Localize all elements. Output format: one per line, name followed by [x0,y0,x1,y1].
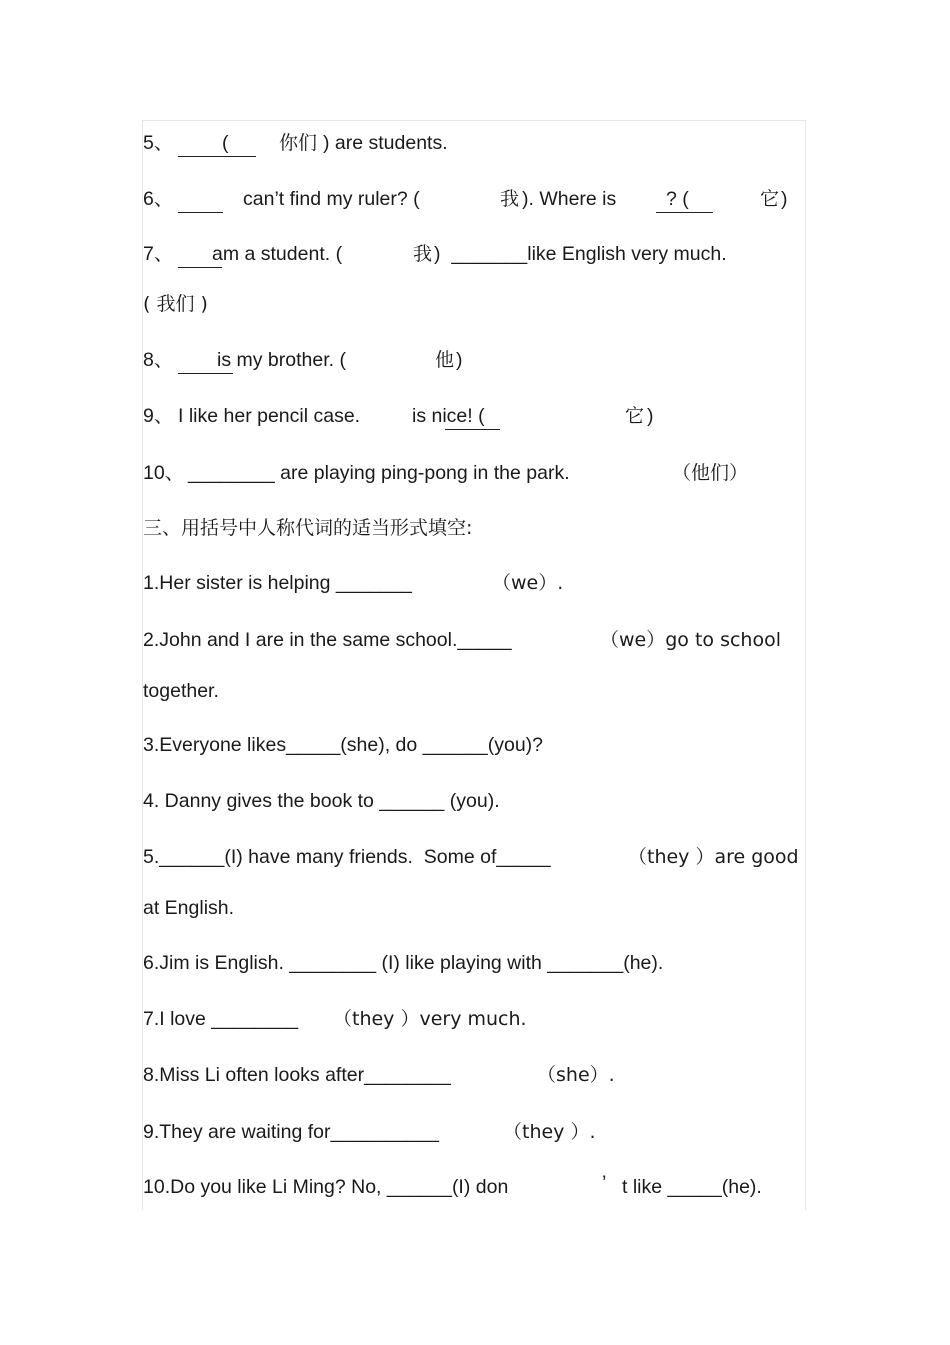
q5-paren: ( [222,132,229,154]
q8-hint: 他 [435,349,455,371]
section-heading: 三、用括号中人称代词的适当形式填空: [143,517,473,539]
q6-text-b: ). Where is [522,188,617,210]
q8-number: 8、 [143,349,174,371]
q6-hint-b: 它 [760,188,780,210]
q9-blank [445,429,500,430]
p3-item-9-hint: （they ）. [503,1121,596,1143]
p3-item-10-text-a: 10.Do you like Li Ming? No, ______(I) don [143,1176,509,1198]
p3-item-5-line2: at English. [143,897,235,919]
q5-number: 5、 [143,132,174,154]
page-frame [142,120,806,1210]
q10-number: 10、 [143,462,185,484]
q6-hint-a: 我 [500,188,520,210]
p3-item-2-text: 2.John and I are in the same school._____ [143,629,512,651]
p3-item-4-text: 4. Danny gives the book to ______ (you). [143,790,500,812]
p3-item-8-text: 8.Miss Li often looks after________ [143,1064,451,1086]
p3-item-8-hint: （she）. [537,1064,615,1086]
q6-close: ) [781,188,788,210]
p3-item-9-text: 9.They are waiting for__________ [143,1121,439,1143]
q9-hint: 它 [625,405,645,427]
q5-hint: 你们 [279,132,318,154]
p3-item-10-apostrophe: ’ [602,1172,607,1194]
q7-number: 7、 [143,243,174,265]
p3-item-5-text: 5.______(I) have many friends. Some of_____ [143,846,551,868]
q7-blank [178,267,222,268]
q9-close: ) [647,405,654,427]
q6-blank [178,212,223,213]
q9-text-b: is nice! ( [412,405,485,427]
q7-hint-a: 我 [413,243,433,265]
q7-line2: ( 我们 ) [143,293,208,315]
q8-close: ) [456,349,463,371]
q6-q-paren: ? ( [666,188,689,210]
q7-text-a: am a student. ( [212,243,343,265]
q6-text-a: can’t find my ruler? ( [243,188,420,210]
q9-text-a: I like her pencil case. [178,405,361,427]
p3-item-1-hint: （we）. [492,572,564,594]
p3-item-3-text: 3.Everyone likes_____(she), do ______(you)? [143,734,544,756]
q5-rest: ) are students. [323,132,448,154]
q10-text: ________ are playing ping-pong in the park. [188,462,570,484]
p3-item-2-line2: together. [143,680,219,702]
p3-item-5-hint: （they ）are good [628,846,799,868]
q8-blank [178,373,233,374]
p3-item-2-hint: （we）go to school [600,629,781,651]
p3-item-6-text: 6.Jim is English. ________ (I) like playing with _______(he). [143,952,664,974]
q9-number: 9、 [143,405,174,427]
q8-text-a: is my brother. ( [217,349,346,371]
q10-hint: （他们） [672,462,749,484]
p3-item-7-text: 7.I love ________ [143,1008,299,1030]
q7-text-b: ) _______like English very much. [434,243,727,265]
p3-item-7-hint: （they ）very much. [333,1008,527,1030]
q5-blank [178,156,256,157]
q6-blank-b [656,212,713,213]
p3-item-10-text-b: t like _____(he). [622,1176,762,1198]
q6-number: 6、 [143,188,174,210]
p3-item-1-text: 1.Her sister is helping _______ [143,572,412,594]
